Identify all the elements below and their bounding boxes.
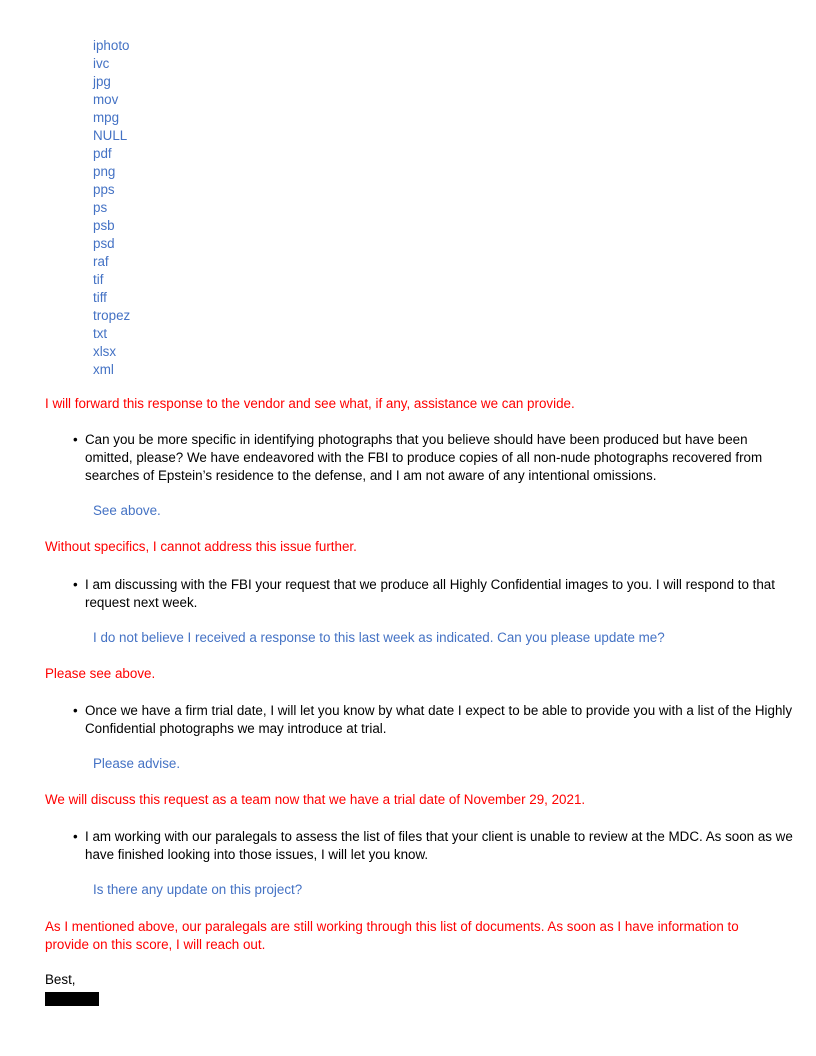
file-extension-list xyxy=(93,37,130,379)
bullet-text: Once we have a firm trial date, I will let you know by what date I expect to be able to provide you with a list of the Highly Confidential photographs we may introduce at trial. xyxy=(85,703,793,736)
file-extension-item: NULL xyxy=(93,128,128,143)
bullet-item-highly-confidential xyxy=(73,576,793,612)
reply-text: Please see above. xyxy=(45,666,156,681)
file-extension-item: pps xyxy=(93,182,115,197)
bullet-dot-icon: • xyxy=(73,432,78,447)
reply-text: Without specifics, I cannot address this issue further. xyxy=(45,539,357,554)
bullet-item-trial-date xyxy=(73,702,793,738)
followup-text: See above. xyxy=(93,503,161,518)
reply-forward-vendor: I will forward this response to the vendor and see what, if any, assistance we can provide. xyxy=(45,396,575,411)
file-extension-item: txt xyxy=(93,326,108,341)
file-extension-item: pdf xyxy=(93,146,112,161)
file-extension-item: tropez xyxy=(93,308,131,323)
reply-text: As I mentioned above, our paralegals are still working through this list of documents. As soon as I have information to provide on this score, I will reach out. xyxy=(45,919,739,952)
reply-text: We will discuss this request as a team now that we have a trial date of November 29, 2021. xyxy=(45,792,586,807)
file-extension-item: psd xyxy=(93,236,115,251)
file-extension-item: mov xyxy=(93,92,119,107)
bullet-item-mdc-files xyxy=(73,828,793,864)
redacted-signature xyxy=(45,992,99,1006)
file-extension-item: iphoto xyxy=(93,38,130,53)
bullet-item-photographs xyxy=(73,431,793,485)
bullet-dot-icon: • xyxy=(73,577,78,592)
file-extension-item: psb xyxy=(93,218,115,233)
bullet-dot-icon: • xyxy=(73,703,78,718)
followup-text: Is there any update on this project? xyxy=(93,882,303,897)
file-extension-item: xml xyxy=(93,362,114,377)
file-extension-item: tiff xyxy=(93,290,107,305)
bullet-text: I am discussing with the FBI your request that we produce all Highly Confidential images to you. I will respond to that request next week. xyxy=(85,577,775,610)
file-extension-item: png xyxy=(93,164,116,179)
file-extension-item: xlsx xyxy=(93,344,117,359)
closing: Best, xyxy=(45,972,76,987)
bullet-text: Can you be more specific in identifying photographs that you believe should have been produced but have been omitted, please? We have endeavored with the FBI to produce copies of all non-nude photographs recovered from searches of Epstein’s residence to the defense, and I am not aware of any intentional omissions. xyxy=(85,432,763,483)
file-extension-item: ps xyxy=(93,200,108,215)
file-extension-item: raf xyxy=(93,254,109,269)
file-extension-item: tif xyxy=(93,272,104,287)
followup-text: I do not believe I received a response to this last week as indicated. Can you please update me? xyxy=(93,630,665,645)
bullet-dot-icon: • xyxy=(73,829,78,844)
bullet-text: I am working with our paralegals to assess the list of files that your client is unable to review at the MDC. As soon as we have finished looking into those issues, I will let you know. xyxy=(85,829,793,862)
file-extension-item: ivc xyxy=(93,56,110,71)
file-extension-item: jpg xyxy=(93,74,111,89)
followup-text: Please advise. xyxy=(93,756,181,771)
file-extension-item: mpg xyxy=(93,110,120,125)
